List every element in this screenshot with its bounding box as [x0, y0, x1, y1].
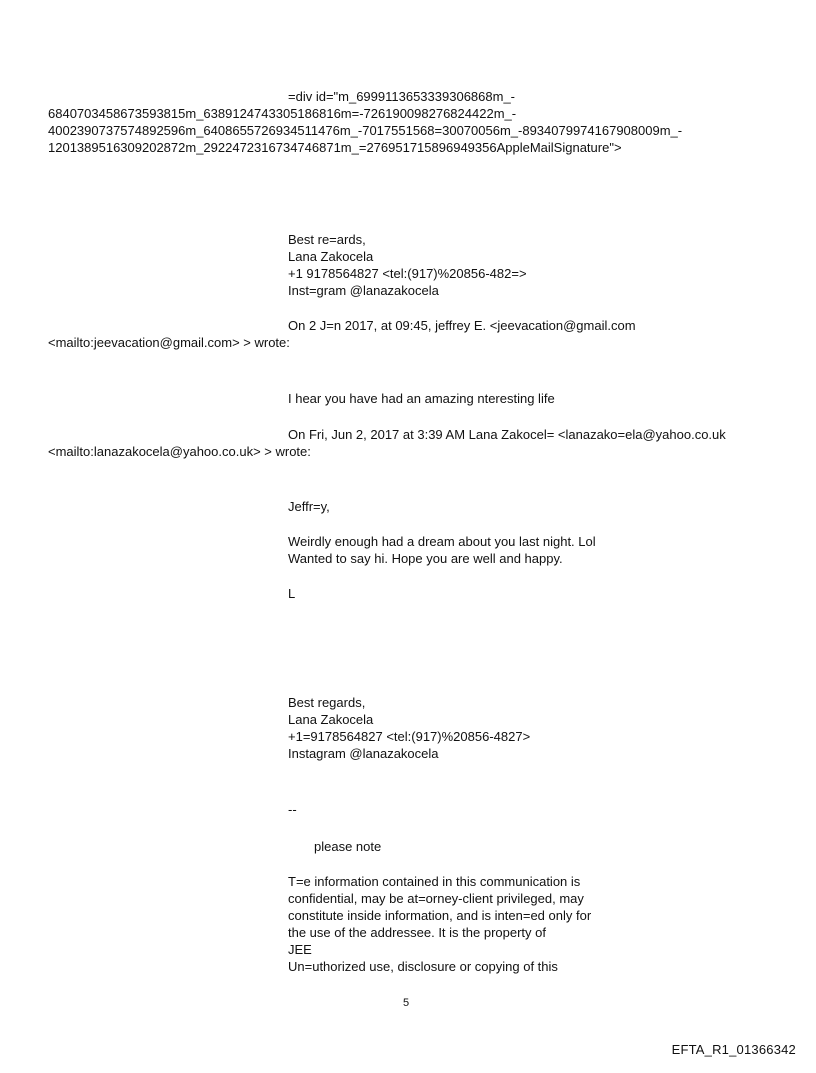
sign-off: L [288, 586, 296, 601]
signature-2-name: Lana Zakocela [288, 712, 374, 727]
quote-header-line-2: <mailto:jeevacation@gmail.com> > wrote: [48, 335, 290, 350]
disclaimer-separator: -- [288, 802, 297, 817]
document-id: EFTA_R1_01366342 [671, 1042, 796, 1057]
disclaimer-heading: please note [314, 839, 382, 854]
quote-2-header-line-1: On Fri, Jun 2, 2017 at 3:39 AM Lana Zakocel= <lanazako=ela@yahoo.co.uk [288, 427, 726, 442]
quote-body: I hear you have had an amazing nteresting life [288, 391, 555, 406]
signature-closing: Best re=ards, [288, 232, 366, 247]
greeting: Jeffr=y, [288, 499, 330, 514]
div-id-line-4: 1201389516309202872m_2922472316734746871m_=276951715896949356AppleMailSignature"> [48, 140, 622, 155]
disclaimer-line-6: Un=uthorized use, disclosure or copying of this [288, 959, 558, 974]
disclaimer-line-3: constitute inside information, and is inten=ed only for [288, 908, 592, 923]
signature-2-closing: Best regards, [288, 695, 366, 710]
disclaimer-line-5: JEE [288, 942, 312, 957]
div-id-line-1: =div id="m_6999113653339306868m_- [288, 89, 515, 104]
signature-name: Lana Zakocela [288, 249, 374, 264]
div-id-line-2: 6840703458673593815m_6389124743305186816m=-726190098276824422m_- [48, 106, 517, 121]
disclaimer-line-1: T=e information contained in this communication is [288, 874, 581, 889]
quote-2-header-line-2: <mailto:lanazakocela@yahoo.co.uk> > wrote: [48, 444, 311, 459]
div-id-line-3: 4002390737574892596m_6408655726934511476m_-7017551568=30070056m_-8934079974167908009m_- [48, 123, 683, 138]
page-number: 5 [403, 997, 410, 1009]
signature-2-phone: +1=9178564827 <tel:(917)%20856-4827> [288, 729, 531, 744]
signature-phone: +1 9178564827 <tel:(917)%20856-482=> [288, 266, 527, 281]
message-line-1: Weirdly enough had a dream about you last night. Lol [288, 534, 596, 549]
disclaimer-line-4: the use of the addressee. It is the property of [288, 925, 546, 940]
quote-header-line-1: On 2 J=n 2017, at 09:45, jeffrey E. <jeevacation@gmail.com [288, 318, 636, 333]
signature-social: Inst=gram @lanazakocela [288, 283, 439, 298]
signature-2-social: Instagram @lanazakocela [288, 746, 439, 761]
disclaimer-line-2: confidential, may be at=orney-client privileged, may [288, 891, 584, 906]
message-line-2: Wanted to say hi. Hope you are well and happy. [288, 551, 563, 566]
